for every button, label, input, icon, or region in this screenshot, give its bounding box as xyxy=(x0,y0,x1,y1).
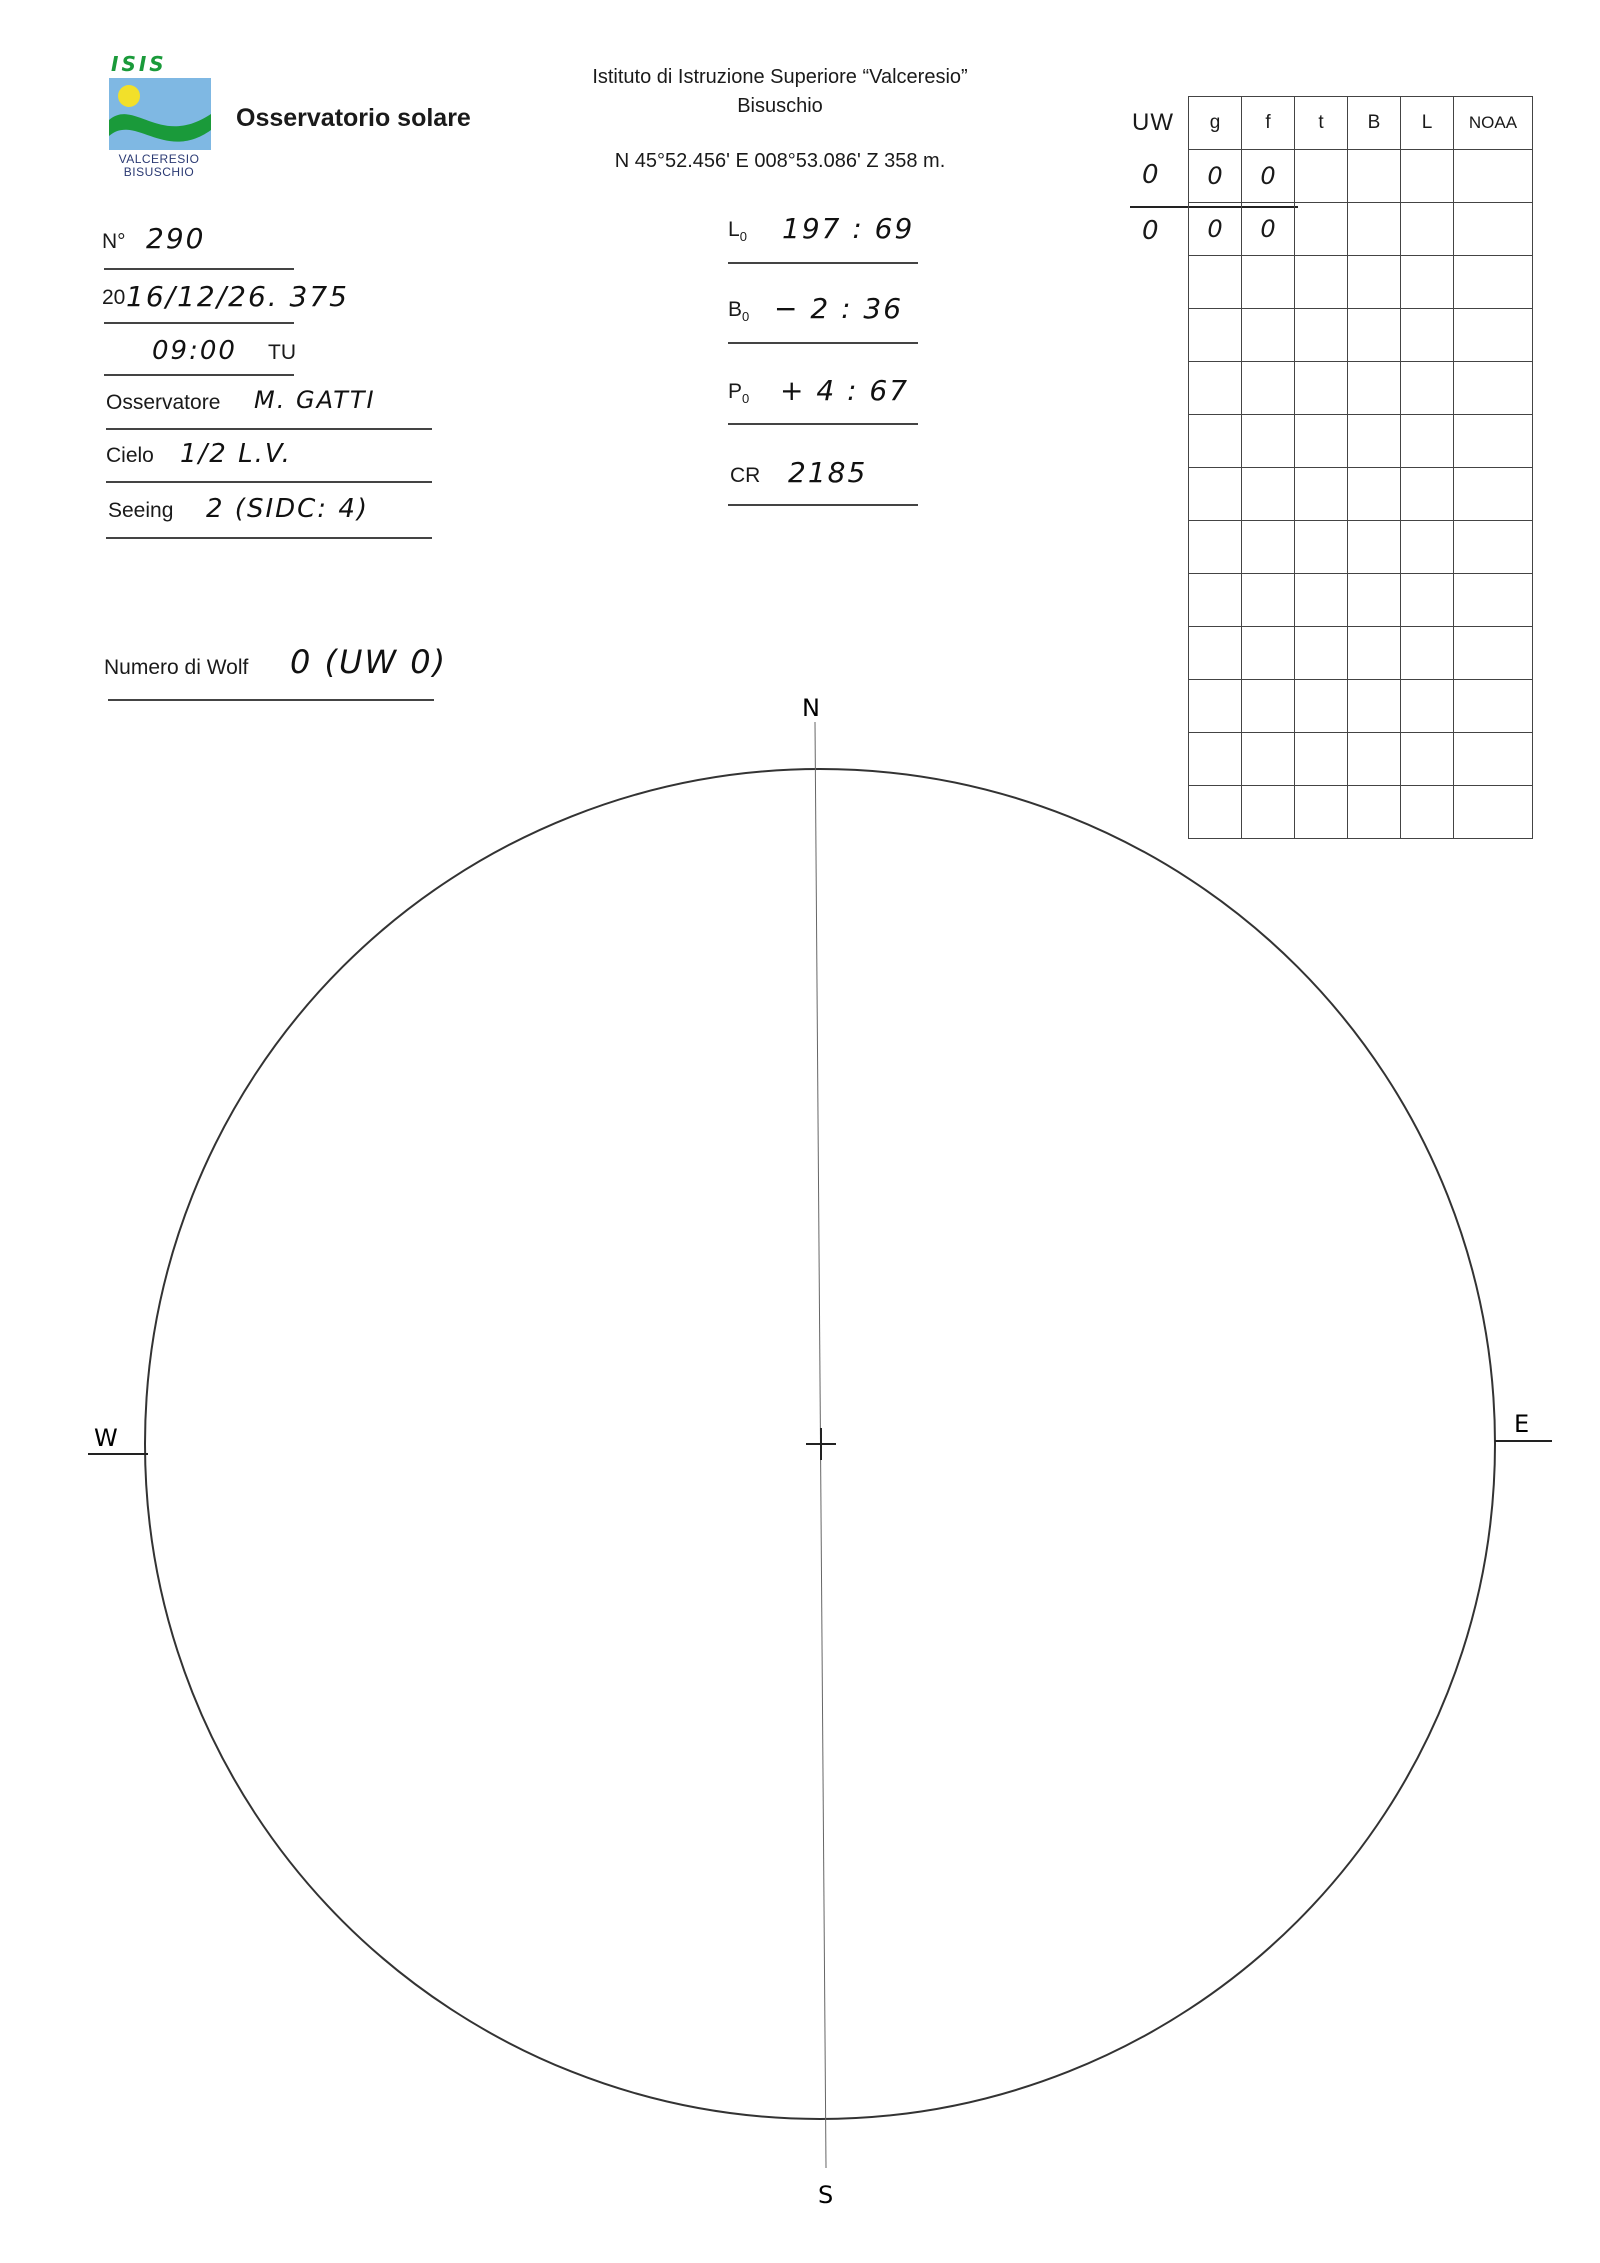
b0-label: $B_0$ xyxy=(728,298,750,325)
column-header: NOAA xyxy=(1454,97,1533,150)
uw-header: UW xyxy=(1132,109,1174,136)
institute-town: Bisuschio xyxy=(737,95,823,117)
wolf-label: Numero di Wolf xyxy=(104,656,249,679)
column-header: t xyxy=(1295,97,1348,150)
table-cell: 0 xyxy=(1242,203,1295,256)
time-suffix: TU xyxy=(268,341,296,364)
observer-label: Osservatore xyxy=(106,391,221,414)
column-header: L xyxy=(1401,97,1454,150)
column-header: f xyxy=(1242,97,1295,150)
wolf-value: 0 (UW 0) xyxy=(290,643,448,681)
logo-name-line2: BISUSCHIO xyxy=(123,165,195,179)
p0-value: + 4 : 67 xyxy=(780,374,910,407)
west-label: W xyxy=(94,1424,118,1452)
observatory-coordinates: N 45°52.456' E 008°53.086' Z 358 m. xyxy=(614,150,946,172)
column-header: B xyxy=(1348,97,1401,150)
seeing-label: Seeing xyxy=(108,499,174,522)
p0-label: $P_0$ xyxy=(728,380,750,407)
l0-label: $L_0$ xyxy=(728,218,747,245)
number-label: N° xyxy=(102,230,126,253)
table-cell: 0 xyxy=(1189,150,1242,203)
south-label: S xyxy=(818,2181,834,2209)
seeing-value: 2 (SIDC: 4) xyxy=(206,494,370,524)
time-value: 09:00 xyxy=(152,336,237,366)
number-value: 290 xyxy=(146,222,206,255)
observatory-title: Osservatorio solare xyxy=(236,104,471,132)
north-label: N xyxy=(802,694,820,722)
cr-label: CR xyxy=(730,464,761,487)
cr-value: 2185 xyxy=(788,456,868,489)
uw-value-row2: 0 xyxy=(1142,216,1159,246)
sky-label: Cielo xyxy=(106,444,154,467)
column-header: g xyxy=(1189,97,1242,150)
institute-name: Istituto di Istruzione Superiore “Valceresio” xyxy=(592,66,968,88)
east-label: E xyxy=(1514,1410,1530,1438)
table-cell: 0 xyxy=(1242,150,1295,203)
date-prefix: 20 xyxy=(102,286,126,309)
uw-value-row1: 0 xyxy=(1142,160,1159,190)
logo-name-line1: VALCERESIO xyxy=(118,152,200,166)
b0-value: − 2 : 36 xyxy=(774,292,904,325)
table-cell: 0 xyxy=(1189,203,1242,256)
logo-wordmark: ISIS xyxy=(111,52,167,76)
sky-value: 1/2 L.V. xyxy=(180,439,292,469)
l0-value: 197 : 69 xyxy=(782,212,915,245)
date-value: 16/12/26. 375 xyxy=(126,280,349,313)
observer-value: M. GATTI xyxy=(254,386,376,414)
